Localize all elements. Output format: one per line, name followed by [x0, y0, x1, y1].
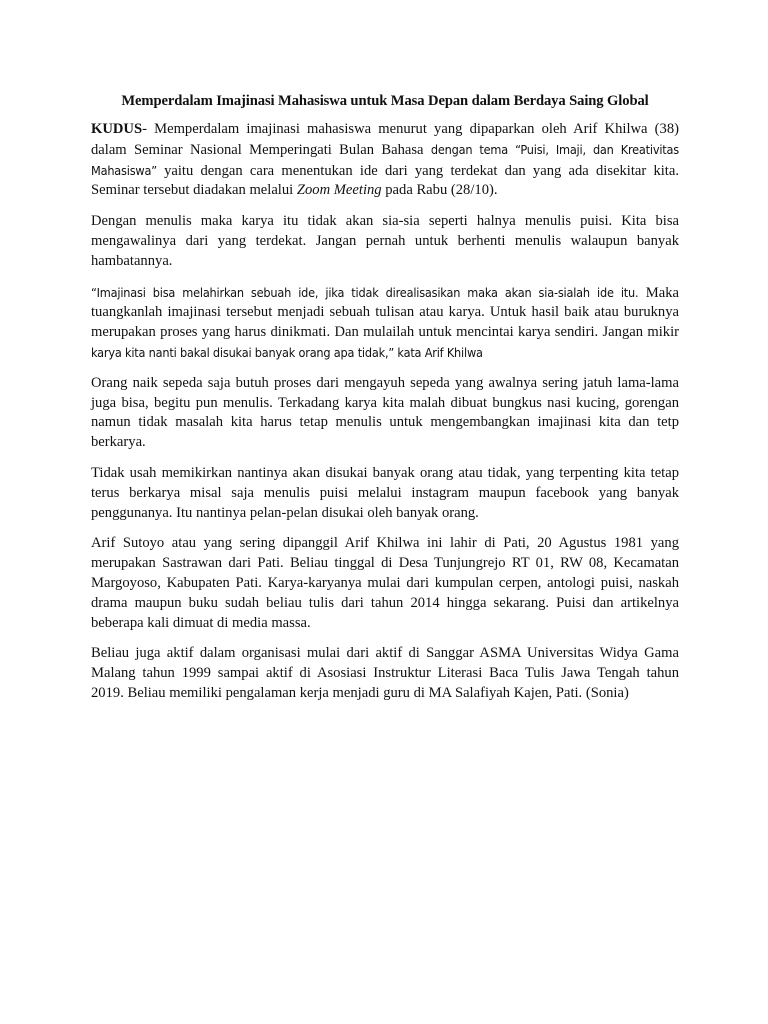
paragraph-line	[91, 181, 679, 201]
text-span: dalam Seminar Nasional Memperingati Bulan Bahasa	[91, 141, 431, 158]
dateline: KUDUS	[91, 121, 143, 137]
paragraph-line: penggunanya. Itu nantinya pelan-pelan disukai oleh banyak orang.	[91, 504, 479, 521]
paragraph-line: hambatannya.	[91, 252, 173, 269]
text-span: - Memperdalam imajinasi mahasiswa menurut yang dipaparkan oleh Arif Khilwa (38)	[142, 121, 679, 137]
paragraph-line: merupakan proses yang harus dinikmati. Dan mulailah untuk mencintai karya sendiri. Jangan mikir	[91, 324, 679, 341]
paragraph-line: 2019. Beliau memiliki pengalaman kerja menjadi guru di MA Salafiyah Kajen, Pati. (Sonia)	[91, 684, 629, 701]
paragraph-line	[91, 140, 679, 161]
paragraph-6	[91, 534, 679, 633]
paragraph-line: beberapa kali dimuat di media massa.	[91, 614, 311, 631]
text-span: dengan tema “Puisi, Imaji, dan Kreativitas	[430, 141, 679, 157]
text-span: Seminar tersebut diadakan melalui	[91, 182, 297, 199]
paragraph-line: karya kita nanti bakal disukai banyak orang apa tidak,” kata Arif Khilwa	[91, 344, 483, 360]
paragraph-line	[91, 120, 679, 140]
paragraph-line: Dengan menulis maka karya itu tidak akan sia-sia seperti halnya menulis puisi. Kita bisa	[91, 213, 679, 230]
paragraph-quote	[91, 283, 679, 363]
paragraph-4	[91, 374, 679, 453]
text-span: yaitu dengan cara menentukan ide dari yang terdekat dan yang ada disekitar kita.	[156, 162, 679, 179]
paragraph-line: Beliau juga aktif dalam organisasi mulai dari aktif di Sanggar ASMA Universitas Widya Gama	[91, 645, 679, 662]
paragraph-line: Tidak usah memikirkan nantinya akan disukai banyak orang atau tidak, yang terpenting kita tetap	[91, 464, 679, 481]
paragraph-intro	[91, 120, 679, 201]
article-title: Memperdalam Imajinasi Mahasiswa untuk Masa Depan dalam Berdaya Saing Global	[121, 93, 649, 109]
document-page	[91, 93, 679, 715]
paragraph-line: juga bisa, begitu pun menulis. Terkadang karya kita malah dibuat bungkus nasi kucing, gorengan	[91, 394, 679, 411]
text-span: pada Rabu (28/10).	[381, 182, 498, 199]
paragraph-2	[91, 212, 679, 271]
paragraph-line	[91, 283, 679, 304]
paragraph-line: tuangkanlah imajinasi tersebut menjadi sebuah tulisan atau karya. Untuk hasil baik atau buruknya	[91, 304, 679, 321]
text-span: Maka	[638, 284, 679, 301]
text-span: Mahasiswa”	[91, 162, 157, 178]
paragraph-5	[91, 464, 679, 523]
text-span-italic: Zoom Meeting	[296, 182, 382, 199]
paragraph-line: terus berkarya misal saja menulis puisi melalui instagram maupun facebook yang banyak	[91, 484, 679, 501]
paragraph-line: namun tidak masalah kita harus tetap menulis untuk mengembangkan imajinasi kita dan tetp	[91, 414, 679, 431]
paragraph-line: Malang tahun 1999 sampai aktif di Asosiasi Instruktur Literasi Baca Tulis Jawa Tengah tahun	[91, 665, 679, 682]
paragraph-7	[91, 644, 679, 703]
paragraph-line: Orang naik sepeda saja butuh proses dari mengayuh sepeda yang awalnya sering jatuh lama-lama	[91, 374, 679, 391]
text-span: “Imajinasi bisa melahirkan sebuah ide, jika tidak direalisasikan maka akan sia-sialah ide itu.	[91, 284, 639, 300]
paragraph-line: merupakan Sastrawan dari Pati. Beliau tinggal di Desa Tunjungrejo RT 01, RW 08, Kecamatan	[91, 555, 679, 572]
paragraph-line: berkarya.	[91, 434, 146, 451]
paragraph-line: Arif Sutoyo atau yang sering dipanggil Arif Khilwa ini lahir di Pati, 20 Agustus 1981 yang	[91, 535, 679, 552]
paragraph-line: mengawalinya dari yang terdekat. Jangan pernah untuk berhenti menulis walaupun banyak	[91, 232, 679, 249]
paragraph-line: Margoyoso, Kabupaten Pati. Karya-karyanya mulai dari kumpulan cerpen, antologi puisi, naskah	[91, 574, 679, 591]
paragraph-line	[91, 161, 679, 182]
paragraph-line: drama maupun buku sudah beliau tulis dari tahun 2014 hingga sekarang. Puisi dan artikelnya	[91, 594, 679, 611]
